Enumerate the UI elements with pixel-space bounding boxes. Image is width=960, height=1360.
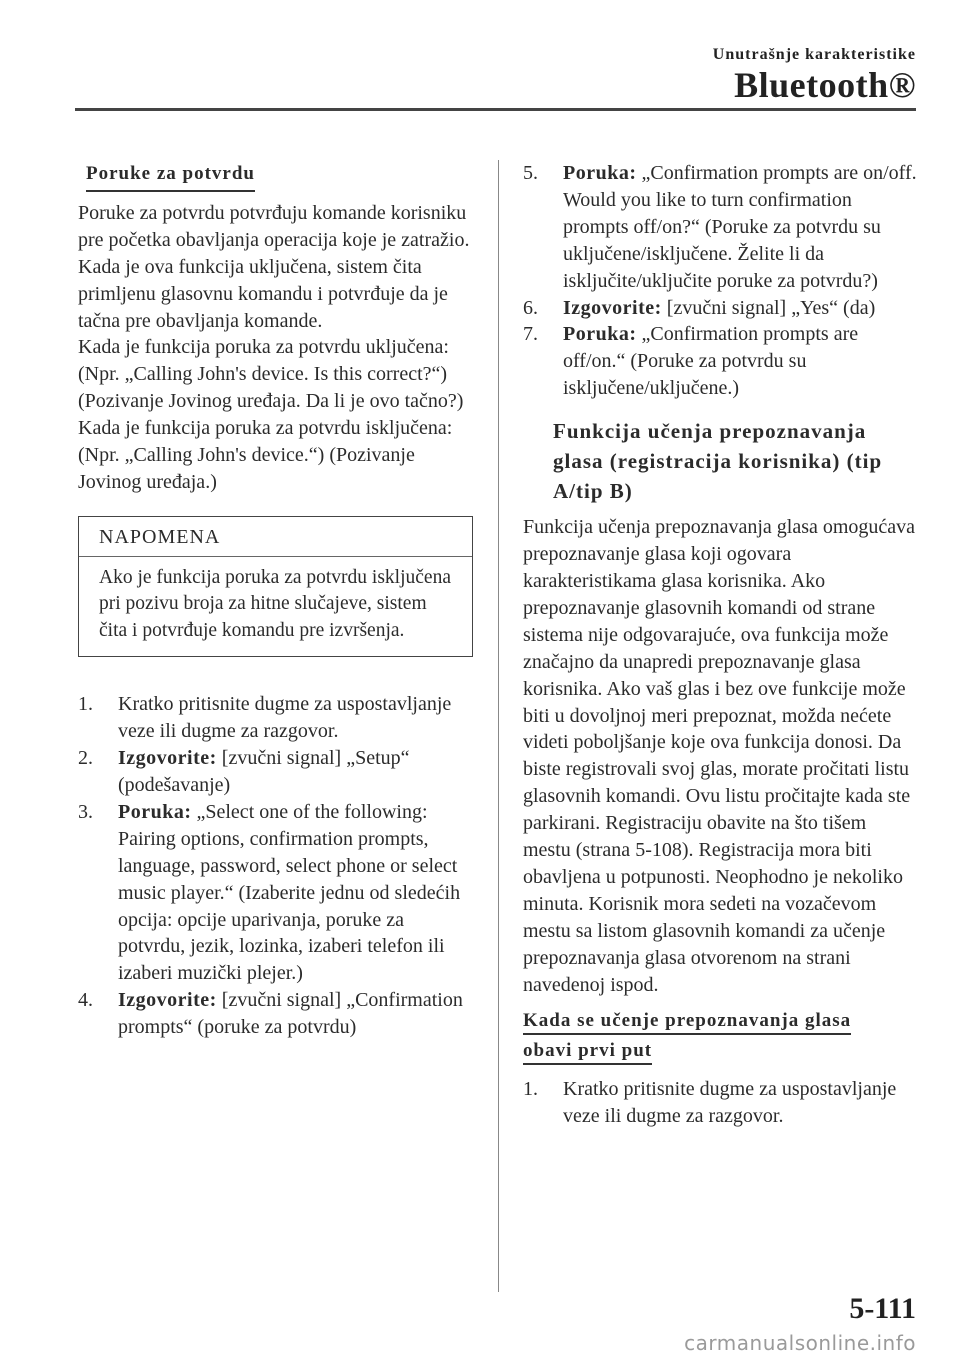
step-text: Kratko pritisnite dugme za uspostavljanje veze ili dugme za razgovor. [563,1078,897,1128]
list-item [78,987,473,1041]
list-item [523,295,918,322]
list-item [523,1076,918,1130]
subheading-confirmation-prompts: Poruke za potvrdu [86,161,255,192]
step-content: „Confirmation prompts are off/on.“ (Poruke za potvrdu su isključene/uključene.) [563,323,859,400]
subsection-title: Funkcija učenja prepoznavanja glasa (registracija korisnika) (tip A/tip B) [553,419,883,504]
step-label: Izgovorite: [118,747,217,770]
step-label: Poruka: [563,162,637,184]
step-content: [zvučni signal] „Yes“ (da) [661,296,876,319]
column-divider [498,160,499,1292]
step-content: [zvučni signal] „Confirmation prompts“ (poruke za potvrdu) [118,989,463,1039]
step-number: 6. [523,296,538,319]
step-text [563,295,918,322]
left-column [78,160,473,1041]
note-body: Ako je funkcija poruka za potvrdu isključena pri pozivu broja za hitne slučajeve, sistem čita i potvrđuje komandu pre izvršenja. [99,566,451,641]
step-label: Izgovorite: [563,296,662,319]
step-text [118,987,473,1041]
step-text: Kratko pritisnite dugme za uspostavljanje veze ili dugme za razgovor. [118,693,452,743]
step-text [118,745,473,799]
paragraph: Kada je funkcija poruka za potvrdu isključena: [78,417,453,440]
paragraph: (Npr. „Calling John's device.“) (Pozivanje Jovinog uređaja.) [78,444,415,493]
list-item [78,745,473,799]
step-number: 4. [78,989,93,1012]
header-rule [75,108,916,111]
step-number: 1. [523,1078,538,1101]
list-item [78,691,473,745]
right-column [523,160,918,1130]
paragraph: Kada je funkcija poruka za potvrdu uključena: [78,336,449,359]
page-number: 5-111 [849,1292,916,1325]
step-number: 1. [78,693,93,716]
step-number: 2. [78,747,93,770]
step-label: Izgovorite: [118,989,217,1012]
step-text [563,321,918,402]
step-number: 3. [78,800,93,823]
section-label: Unutrašnje karakteristike [712,46,916,63]
paragraph: (Npr. „Calling John's device. Is this correct?“) (Pozivanje Jovinog uređaja. Da li je ovo tačno?) [78,363,464,413]
step-content: [zvučni signal] „Setup“ (podešavanje) [118,747,410,796]
step-label: Poruka: [118,800,192,823]
step-content: „Confirmation prompts are on/off. Would you like to turn confirmation prompts off/on?“ (Poruke za potvrdu su uključene/isključene. Želite li da isključite/uključite poruke za potvrdu?) [563,162,917,292]
step-text [563,160,918,295]
subheading-text: Kada se učenje prepoznavanja glasa obavi prvi put [523,1010,851,1065]
step-label: Poruka: [563,323,637,346]
paragraph: Poruke za potvrdu potvrđuju komande korisniku pre početka obavljanja operacija koje je zatražio. Kada je ova funkcija uključena, sistem čita primljenu glasovnu komandu i potvrđuje da je tačna pre obavljanja komande. [78,201,470,332]
list-item [523,321,918,402]
step-text [118,799,473,987]
watermark: carmanualsonline.info [684,1331,916,1355]
list-item [78,799,473,987]
note-title: NAPOMENA [79,517,472,557]
step-number: 7. [523,323,538,346]
subheading-first-training [523,1006,881,1068]
page-title: Bluetooth® [734,65,916,105]
step-content: „Select one of the following: Pairing options, confirmation prompts, language, password, select phone or select music player.“ (Izaberite jednu od sledećih opcija: opcije uparivanja, poruke za potvrdu, jezik, lozinka, izaberi telefon ili izaberi muzički plejer.) [118,800,461,985]
note-box [78,516,473,657]
step-list [78,691,473,1041]
list-item [523,160,918,295]
paragraph: Funkcija učenja prepoznavanja glasa omogućava prepoznavanje glasa koji ogovara karakteristikama glasa korisnika. Ako prepoznavanje glasovnih komandi od strane sistema nije odgovarajuće, ova funkcija može značajno da unapredi prepoznavanje glasa korisnika. Ako vaš glas i bez ove funkcije može biti u dovoljnoj meri prepoznat, možda nećete videti poboljšanje koje ova funkcija donosi. Da biste registrovali svoj glas, morate pročitati listu glasovnih komandi. Ovu listu pročitajte kada ste parkirani. Registraciju obavite na što tišem mestu (strana 5-108). Registracija mora biti obavljena u potpunosti. Neophodno je nekoliko minuta. Korisnik mora sedeti na vozačevom mestu sa listom glasovnih komandi za učenje prepoznavanja glasa otvorenom na strani navedenoj ispod. [523,516,916,996]
step-number: 5. [523,162,538,184]
